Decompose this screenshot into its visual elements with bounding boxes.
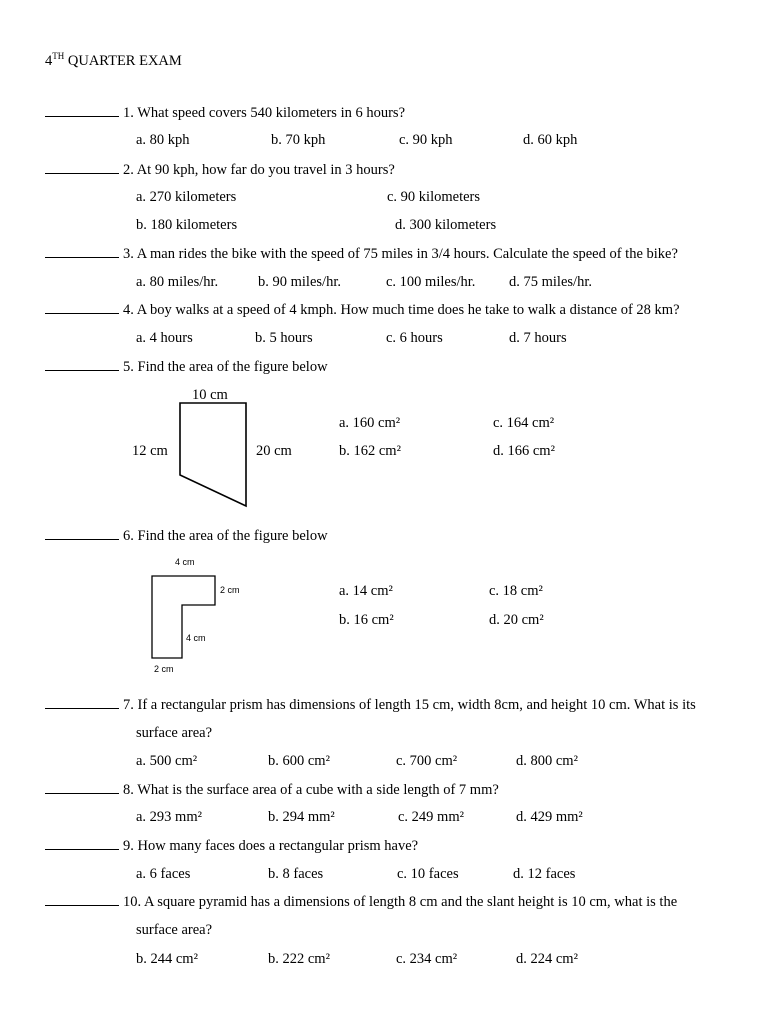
choice: d. 224 cm² [516, 951, 578, 967]
choice: d. 300 kilometers [395, 217, 497, 233]
choice: b. 222 cm² [268, 951, 330, 967]
choice: d. 60 kph [523, 132, 578, 148]
choice: b. 244 cm² [136, 951, 198, 967]
answer-blank-3[interactable] [45, 244, 119, 258]
question-text: 2. At 90 kph, how far do you travel in 3 hours? [123, 162, 395, 178]
answer-blank-9[interactable] [45, 836, 119, 850]
figure-label-left: 12 cm [132, 443, 168, 459]
choice: a. 270 kilometers [136, 189, 237, 205]
title-superscript: TH [52, 51, 65, 61]
choice: a. 500 cm² [136, 753, 198, 769]
question-7 [45, 695, 696, 714]
question-6 [45, 526, 328, 545]
question-1 [45, 103, 405, 122]
question-text: 8. What is the surface area of a cube with a side length of 7 mm? [123, 782, 499, 798]
figure-label-right: 2 cm [220, 585, 240, 595]
question-10 [45, 892, 677, 911]
question-text-continued: surface area? [136, 725, 213, 741]
choice: d. 7 hours [509, 330, 567, 346]
figure-label-bottom: 2 cm [154, 664, 174, 674]
figure-label-right: 20 cm [256, 443, 292, 459]
choice: a. 4 hours [136, 330, 193, 346]
choice: a. 80 miles/hr. [136, 274, 219, 290]
choice: d. 166 cm² [493, 443, 555, 459]
answer-blank-1[interactable] [45, 103, 119, 117]
l-shape-figure [140, 550, 260, 680]
question-text: 3. A man rides the bike with the speed of 75 miles in 3/4 hours. Calculate the speed of the bike? [123, 246, 678, 262]
choice: b. 8 faces [268, 866, 324, 882]
question-text: 5. Find the area of the figure below [123, 359, 328, 375]
figure-label-top: 4 cm [175, 557, 195, 567]
answer-blank-6[interactable] [45, 526, 119, 540]
choice: a. 160 cm² [339, 415, 401, 431]
question-text: 7. If a rectangular prism has dimensions of length 15 cm, width 8cm, and height 10 cm. What is its [123, 697, 696, 713]
figure-label-top: 10 cm [192, 387, 228, 403]
choice: a. 293 mm² [136, 809, 202, 825]
choice: c. 234 cm² [396, 951, 458, 967]
choice: c. 18 cm² [489, 583, 543, 599]
title-text: QUARTER EXAM [64, 53, 182, 69]
answer-blank-5[interactable] [45, 357, 119, 371]
choice: a. 14 cm² [339, 583, 393, 599]
choice: b. 180 kilometers [136, 217, 238, 233]
question-text-continued: surface area? [136, 922, 213, 938]
question-2 [45, 160, 395, 179]
question-text: 1. What speed covers 540 kilometers in 6 hours? [123, 105, 406, 121]
choice: d. 75 miles/hr. [509, 274, 592, 290]
choice: b. 162 cm² [339, 443, 401, 459]
choice: c. 6 hours [386, 330, 443, 346]
question-9 [45, 836, 418, 855]
choice: c. 100 miles/hr. [386, 274, 476, 290]
choice: c. 90 kph [399, 132, 453, 148]
answer-blank-8[interactable] [45, 780, 119, 794]
choice: b. 294 mm² [268, 809, 335, 825]
question-4 [45, 300, 680, 319]
choice: d. 429 mm² [516, 809, 583, 825]
answer-blank-2[interactable] [45, 160, 119, 174]
question-8 [45, 780, 499, 799]
question-3 [45, 244, 678, 263]
choice: d. 20 cm² [489, 612, 544, 628]
choice: b. 600 cm² [268, 753, 330, 769]
answer-blank-7[interactable] [45, 695, 119, 709]
trapezoid-figure [170, 395, 260, 515]
choice: a. 80 kph [136, 132, 190, 148]
choice: c. 164 cm² [493, 415, 555, 431]
choice: b. 5 hours [255, 330, 313, 346]
answer-blank-4[interactable] [45, 300, 119, 314]
choice: b. 70 kph [271, 132, 326, 148]
choice: a. 6 faces [136, 866, 191, 882]
choice: b. 90 miles/hr. [258, 274, 341, 290]
question-text: 9. How many faces does a rectangular prism have? [123, 838, 419, 854]
question-5 [45, 357, 328, 376]
question-text: 10. A square pyramid has a dimensions of length 8 cm and the slant height is 10 cm, what is the [123, 894, 678, 910]
question-text: 4. A boy walks at a speed of 4 kmph. How much time does he take to walk a distance of 28 km? [123, 302, 680, 318]
choice: b. 16 cm² [339, 612, 394, 628]
choice: c. 90 kilometers [387, 189, 481, 205]
choice: c. 249 mm² [398, 809, 464, 825]
choice: c. 10 faces [397, 866, 459, 882]
figure-label-inner: 4 cm [186, 633, 206, 643]
question-text: 6. Find the area of the figure below [123, 528, 328, 544]
choice: d. 12 faces [513, 866, 576, 882]
page-title [45, 47, 182, 70]
choice: c. 700 cm² [396, 753, 458, 769]
choice: d. 800 cm² [516, 753, 578, 769]
answer-blank-10[interactable] [45, 892, 119, 906]
title-number: 4 [45, 53, 53, 69]
